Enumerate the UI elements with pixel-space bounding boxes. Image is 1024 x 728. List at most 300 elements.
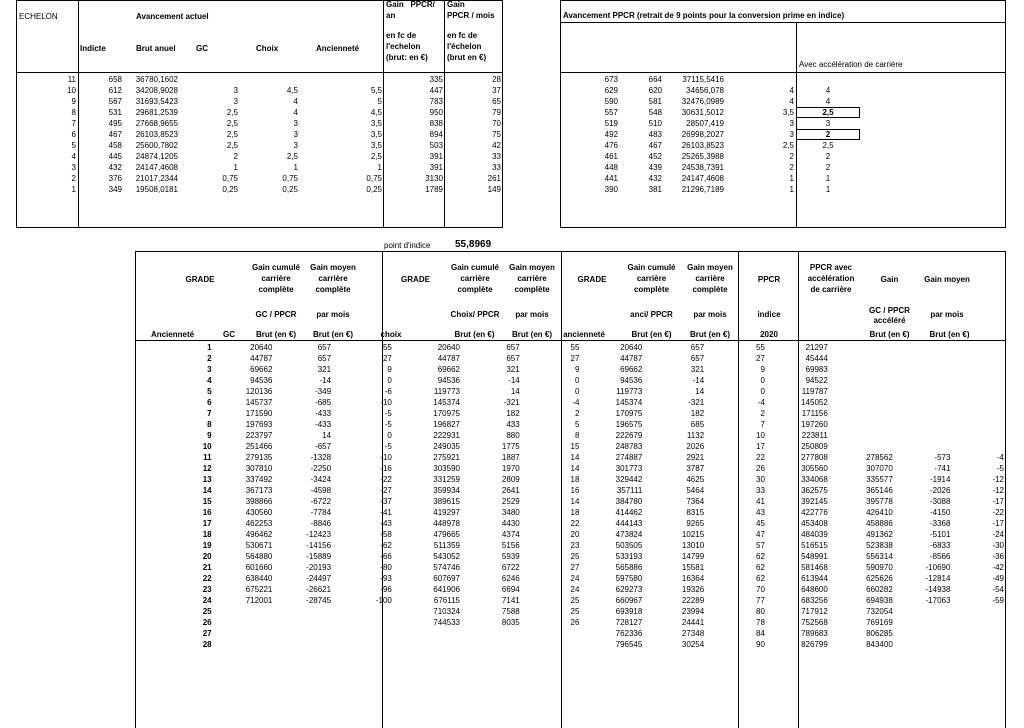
table-cell: -12 — [992, 486, 1004, 495]
table-cell: 657 — [317, 354, 332, 363]
table-cell: 45444 — [805, 354, 828, 363]
table-cell: -349 — [315, 387, 332, 396]
table-cell: 838 — [429, 119, 443, 128]
column-header: ancienneté — [563, 330, 605, 339]
table-cell: -7784 — [310, 508, 332, 517]
table-cell-empty — [860, 118, 1006, 129]
table-cell: -41 — [380, 508, 392, 517]
table-cell: 223797 — [245, 431, 273, 440]
table-cell: 9 — [575, 365, 580, 374]
table-cell — [796, 74, 860, 85]
table-cell: 3 — [789, 130, 794, 139]
table-row — [560, 151, 1006, 162]
table-cell: -3088 — [929, 497, 951, 506]
table-cell — [952, 617, 1006, 628]
table-cell: 26103,8523 — [135, 130, 178, 139]
table-cell: 94536 — [620, 376, 643, 385]
table-cell: 119773 — [616, 387, 643, 396]
table-cell: 557 — [604, 108, 618, 117]
table-cell-empty — [860, 140, 1006, 151]
table-cell: 728127 — [615, 618, 643, 627]
table-cell — [895, 430, 953, 441]
table-cell: 12 — [202, 464, 212, 473]
table-cell: 657 — [690, 354, 705, 363]
column-header: carrière — [318, 274, 348, 283]
table-cell: 4 — [293, 97, 298, 106]
table-cell: 638440 — [245, 574, 273, 583]
table-cell: 1 — [825, 185, 831, 194]
table-cell: 1 — [207, 343, 212, 352]
table-cell: -22 — [992, 508, 1004, 517]
table-cell — [895, 441, 953, 452]
table-cell: 171590 — [245, 409, 273, 418]
table-cell — [214, 628, 275, 639]
table-cell: 6694 — [501, 585, 520, 594]
table-cell: 261 — [487, 174, 501, 183]
table-cell — [394, 628, 462, 639]
table-cell: 392145 — [801, 497, 828, 506]
table-cell: 24874,1205 — [135, 152, 178, 161]
table-cell: 26 — [570, 618, 580, 627]
table-cell: 33 — [756, 486, 765, 495]
table-cell-empty — [860, 96, 1006, 107]
table-cell: 335577 — [866, 475, 893, 484]
avancement-actuel-table — [16, 74, 503, 195]
table-cell: 712001 — [245, 596, 273, 605]
table-cell — [952, 342, 1006, 353]
table-cell: 30 — [756, 475, 765, 484]
table-cell: 335 — [429, 75, 443, 84]
table-cell: -15889 — [306, 552, 332, 561]
table-cell: 27668,9655 — [135, 119, 178, 128]
table-cell: 4 — [71, 152, 76, 161]
table-cell: 249035 — [433, 442, 460, 451]
table-cell: 20640 — [250, 343, 273, 352]
table-cell: 3 — [233, 97, 238, 106]
table-cell — [830, 342, 895, 353]
table-cell: 0 — [387, 431, 392, 440]
table-cell — [895, 364, 953, 375]
table-cell: 24 — [570, 574, 580, 583]
table-cell: 5939 — [501, 552, 520, 561]
table-cell: -573 — [934, 453, 951, 462]
table-cell: 880 — [506, 431, 520, 440]
gain-an-header-3: en fc de — [386, 31, 417, 40]
table-cell: 1 — [789, 174, 794, 183]
table-cell: 2,5 — [226, 108, 238, 117]
table-cell: 145374 — [615, 398, 643, 407]
table-row — [135, 507, 1006, 518]
table-cell: -321 — [688, 398, 705, 407]
table-cell: 16 — [202, 508, 212, 517]
column-header: accéléré — [873, 316, 906, 325]
table-cell — [895, 419, 953, 430]
table-row — [560, 85, 1006, 96]
column-header: Brut (en €) — [454, 330, 495, 339]
table-cell: 16364 — [681, 574, 705, 583]
column-header: Brut (en €) — [869, 330, 910, 339]
table-cell: 567 — [108, 97, 122, 106]
table-cell: 14 — [570, 497, 580, 506]
table-cell: 432 — [108, 163, 122, 172]
table-cell — [952, 419, 1006, 430]
table-cell: 57 — [756, 541, 765, 550]
table-cell: -4 — [996, 453, 1004, 462]
table-cell: -5 — [384, 420, 392, 429]
table-cell: 5 — [377, 97, 382, 106]
table-cell — [830, 419, 895, 430]
table-row — [135, 419, 1006, 430]
table-cell: 17 — [202, 519, 212, 528]
table-cell-empty — [860, 107, 1006, 118]
table-cell: 23994 — [681, 607, 705, 616]
table-cell: 3130 — [425, 174, 443, 183]
table-cell: -6833 — [929, 541, 951, 550]
table-cell — [214, 617, 275, 628]
table-cell — [830, 353, 895, 364]
table-row — [560, 162, 1006, 173]
table-cell: 70 — [756, 585, 765, 594]
table-cell: 2,5 — [370, 152, 382, 161]
col-brut-header: Brut anuel — [136, 44, 176, 53]
table-cell: 491362 — [866, 530, 893, 539]
table-cell: 321 — [506, 365, 520, 374]
table-cell: 10 — [67, 86, 76, 95]
table-cell — [214, 639, 275, 650]
table-cell: 27348 — [681, 629, 705, 638]
table-row — [135, 364, 1006, 375]
column-header: choix — [380, 330, 402, 339]
table-cell — [180, 74, 240, 85]
table-cell: 349 — [108, 185, 122, 194]
column-header: Gain moyen — [310, 263, 356, 272]
table-cell: 0 — [575, 376, 580, 385]
table-cell: 3480 — [501, 508, 520, 517]
table-row — [16, 74, 503, 85]
table-cell — [462, 639, 522, 650]
table-row — [560, 129, 1006, 140]
table-row — [135, 540, 1006, 551]
table-cell: 381 — [648, 185, 662, 194]
table-cell: 62 — [756, 563, 765, 572]
table-row — [135, 595, 1006, 606]
table-cell: 783 — [429, 97, 443, 106]
table-cell: 3 — [293, 119, 298, 128]
table-cell: 2 — [207, 354, 212, 363]
table-cell: 43 — [756, 508, 765, 517]
table-cell: 503 — [429, 141, 443, 150]
table-cell: 331259 — [433, 475, 460, 484]
table-cell: 658 — [108, 75, 122, 84]
table-cell: 660967 — [615, 596, 643, 605]
table-cell: 565886 — [615, 563, 643, 572]
table-cell: -36 — [992, 552, 1004, 561]
table-cell: 2 — [796, 129, 860, 140]
table-cell: 391 — [429, 163, 443, 172]
table-cell: 30631,5012 — [681, 108, 724, 117]
table-cell: 8 — [207, 420, 212, 429]
table-cell: 94522 — [805, 376, 828, 385]
acceleration-label: Avec accélération de carrière — [799, 60, 903, 69]
gain-mois-header-3: en fc de — [447, 31, 478, 40]
table-cell — [274, 639, 333, 650]
table-cell: 2 — [575, 409, 580, 418]
table-cell: 28 — [202, 640, 212, 649]
table-cell: 511359 — [433, 541, 460, 550]
table-cell: 80 — [756, 607, 765, 616]
table-cell: 222679 — [615, 431, 643, 440]
table-cell — [952, 397, 1006, 408]
table-cell: 24538,7391 — [681, 163, 724, 172]
table-cell: 2 — [233, 152, 238, 161]
table-row — [16, 162, 503, 173]
table-cell: 24441 — [681, 618, 705, 627]
table-row — [16, 184, 503, 195]
table-cell: -37 — [380, 497, 392, 506]
table-cell: 28507,419 — [686, 119, 724, 128]
table-cell: 531 — [108, 108, 122, 117]
table-cell: 6722 — [501, 563, 520, 572]
table-cell: 36780,1602 — [135, 75, 178, 84]
table-cell: -54 — [992, 585, 1004, 594]
table-cell: 581468 — [801, 563, 828, 572]
table-cell: 11 — [203, 453, 212, 462]
table-cell: -96 — [380, 585, 392, 594]
column-header: complète — [457, 285, 493, 294]
table-cell-empty — [860, 173, 1006, 184]
table-cell: 752568 — [801, 618, 828, 627]
bottom-header-rule — [135, 340, 1006, 341]
table-cell: -12 — [992, 475, 1004, 484]
table-cell: 20 — [202, 552, 212, 561]
table-cell: 22 — [756, 453, 765, 462]
table-cell: -5101 — [929, 530, 951, 539]
table-row — [135, 529, 1006, 540]
table-cell: 27 — [202, 629, 212, 638]
table-cell: 222931 — [433, 431, 460, 440]
table-cell: 7 — [760, 420, 765, 429]
table-cell — [214, 606, 275, 617]
column-header: accélération — [807, 274, 855, 283]
table-cell: 14 — [570, 464, 580, 473]
table-cell: -12423 — [306, 530, 332, 539]
table-cell: -8846 — [310, 519, 332, 528]
table-cell: 732054 — [866, 607, 893, 616]
column-header: Gain moyen — [687, 263, 733, 272]
table-row — [135, 353, 1006, 364]
column-header: complète — [258, 285, 294, 294]
table-cell: 1 — [71, 185, 76, 194]
table-cell: 710324 — [433, 607, 460, 616]
table-cell: -17063 — [925, 596, 951, 605]
table-cell: 601660 — [245, 563, 273, 572]
table-cell: 3 — [789, 119, 794, 128]
avancement-actuel-title: Avancement actuel — [136, 12, 209, 21]
column-header: par mois — [515, 310, 549, 319]
table-cell: -4 — [757, 398, 765, 407]
table-cell-empty — [860, 85, 1006, 96]
column-header: anci/ PPCR — [630, 310, 673, 319]
table-cell: 27 — [570, 354, 580, 363]
table-row — [135, 562, 1006, 573]
table-cell: -433 — [315, 420, 332, 429]
table-row — [135, 441, 1006, 452]
table-row — [135, 408, 1006, 419]
table-cell: 675221 — [245, 585, 273, 594]
table-cell: 65 — [492, 97, 501, 106]
table-cell-empty — [860, 129, 1006, 140]
table-cell: 433 — [506, 420, 520, 429]
table-cell: -6722 — [310, 497, 332, 506]
table-cell: 3787 — [686, 464, 705, 473]
table-cell: 37 — [492, 86, 501, 95]
table-cell: 26998,2027 — [681, 130, 724, 139]
table-cell: -49 — [992, 574, 1004, 583]
column-header: par mois — [693, 310, 727, 319]
table-cell: 495 — [108, 119, 122, 128]
table-row — [16, 173, 503, 184]
table-cell: 717912 — [801, 607, 828, 616]
table-cell: -62 — [380, 541, 392, 550]
table-cell: 10 — [202, 442, 212, 451]
column-header: Brut (en €) — [512, 330, 552, 339]
table-cell: 0,75 — [366, 174, 382, 183]
table-cell: 34208,9028 — [135, 86, 178, 95]
table-cell: 612 — [108, 86, 122, 95]
table-cell: 362575 — [801, 486, 828, 495]
table-cell: 625626 — [866, 574, 893, 583]
table-cell: 2 — [789, 152, 794, 161]
table-cell — [830, 397, 895, 408]
table-cell: -17 — [992, 519, 1004, 528]
gain-mois-header-1: Gain — [447, 0, 465, 9]
col-choix-header: Choix — [256, 44, 279, 53]
table-cell: -657 — [315, 442, 332, 451]
table-row — [16, 129, 503, 140]
table-cell: 19 — [202, 541, 212, 550]
table-cell: -58 — [380, 530, 392, 539]
table-cell: 27 — [756, 354, 765, 363]
table-cell: 9 — [387, 365, 392, 374]
table-cell: 843400 — [866, 640, 893, 649]
table-cell: 7364 — [686, 497, 705, 506]
table-cell: 657 — [506, 354, 520, 363]
column-header: Brut (en €) — [256, 330, 296, 339]
table-cell: 0 — [575, 387, 580, 396]
table-cell: 182 — [690, 409, 705, 418]
table-cell: -5 — [384, 409, 392, 418]
table-cell: 24 — [202, 596, 212, 605]
table-cell: 458886 — [866, 519, 893, 528]
table-cell: 4374 — [501, 530, 520, 539]
table-cell — [522, 628, 582, 639]
column-header: complète — [633, 285, 670, 294]
table-row — [135, 386, 1006, 397]
table-cell: -10 — [380, 398, 392, 407]
column-header: Ancienneté — [150, 330, 195, 339]
table-cell: 10 — [756, 431, 765, 440]
table-cell: 28 — [492, 75, 501, 84]
table-row — [135, 628, 1006, 639]
table-cell: 384780 — [615, 497, 643, 506]
table-cell: 426410 — [866, 508, 893, 517]
gain-mois-header-2: PPCR / mois — [447, 11, 495, 20]
table-cell: 3 — [293, 141, 298, 150]
table-cell: 1970 — [501, 464, 520, 473]
column-header: GC / PPCR — [255, 310, 297, 319]
table-cell: 0 — [760, 376, 765, 385]
table-cell: 14 — [202, 486, 212, 495]
table-cell: 321 — [690, 365, 705, 374]
table-cell: 24147,4608 — [135, 163, 178, 172]
table-cell: -28745 — [306, 596, 332, 605]
table-cell — [830, 430, 895, 441]
table-row — [135, 430, 1006, 441]
table-cell: 307070 — [866, 464, 893, 473]
table-cell — [333, 628, 394, 639]
table-row — [560, 173, 1006, 184]
table-cell: 44787 — [437, 354, 460, 363]
table-cell: 25 — [570, 596, 580, 605]
table-cell — [830, 408, 895, 419]
table-cell: 6 — [71, 130, 76, 139]
table-cell — [274, 628, 333, 639]
table-cell: 197693 — [245, 420, 273, 429]
table-cell: 22 — [202, 574, 212, 583]
column-header: PPCR avec — [809, 263, 853, 272]
table-cell: 69662 — [250, 365, 273, 374]
table-cell: 0 — [760, 387, 765, 396]
table-cell: 419297 — [433, 508, 460, 517]
table-cell: -24497 — [306, 574, 332, 583]
table-cell: 452 — [648, 152, 662, 161]
table-cell: 4625 — [686, 475, 705, 484]
table-cell: 21297 — [805, 343, 828, 352]
table-row — [16, 140, 503, 151]
table-cell: 145374 — [433, 398, 460, 407]
table-cell: 473824 — [615, 530, 643, 539]
table-cell: 15 — [570, 442, 580, 451]
table-cell: 250809 — [801, 442, 828, 451]
table-cell: 676115 — [433, 596, 460, 605]
table-cell: 29681,2539 — [135, 108, 178, 117]
table-cell: 27 — [382, 354, 392, 363]
table-cell: 641906 — [433, 585, 460, 594]
table-cell — [830, 364, 895, 375]
table-cell: 9 — [71, 97, 76, 106]
table-cell: 8315 — [686, 508, 705, 517]
table-cell: 20640 — [437, 343, 460, 352]
table-cell: 3 — [233, 86, 238, 95]
table-cell — [522, 639, 582, 650]
gain-an-header-1: Gain PPCR/ — [386, 0, 435, 9]
table-cell: 448978 — [433, 519, 460, 528]
table-cell: 274887 — [615, 453, 643, 462]
table-cell: 648600 — [801, 585, 828, 594]
table-cell — [895, 397, 953, 408]
table-cell: 4 — [825, 97, 831, 106]
gain-table — [135, 342, 1006, 650]
table-cell: 4,5 — [370, 108, 382, 117]
table-cell: 439 — [648, 163, 662, 172]
table-cell — [895, 639, 953, 650]
table-cell: 19326 — [681, 585, 705, 594]
table-cell: 15 — [202, 497, 212, 506]
table-cell: 5 — [71, 141, 76, 150]
table-cell-empty — [860, 184, 1006, 195]
column-header: GC — [223, 330, 235, 339]
column-header: indice — [757, 310, 781, 319]
